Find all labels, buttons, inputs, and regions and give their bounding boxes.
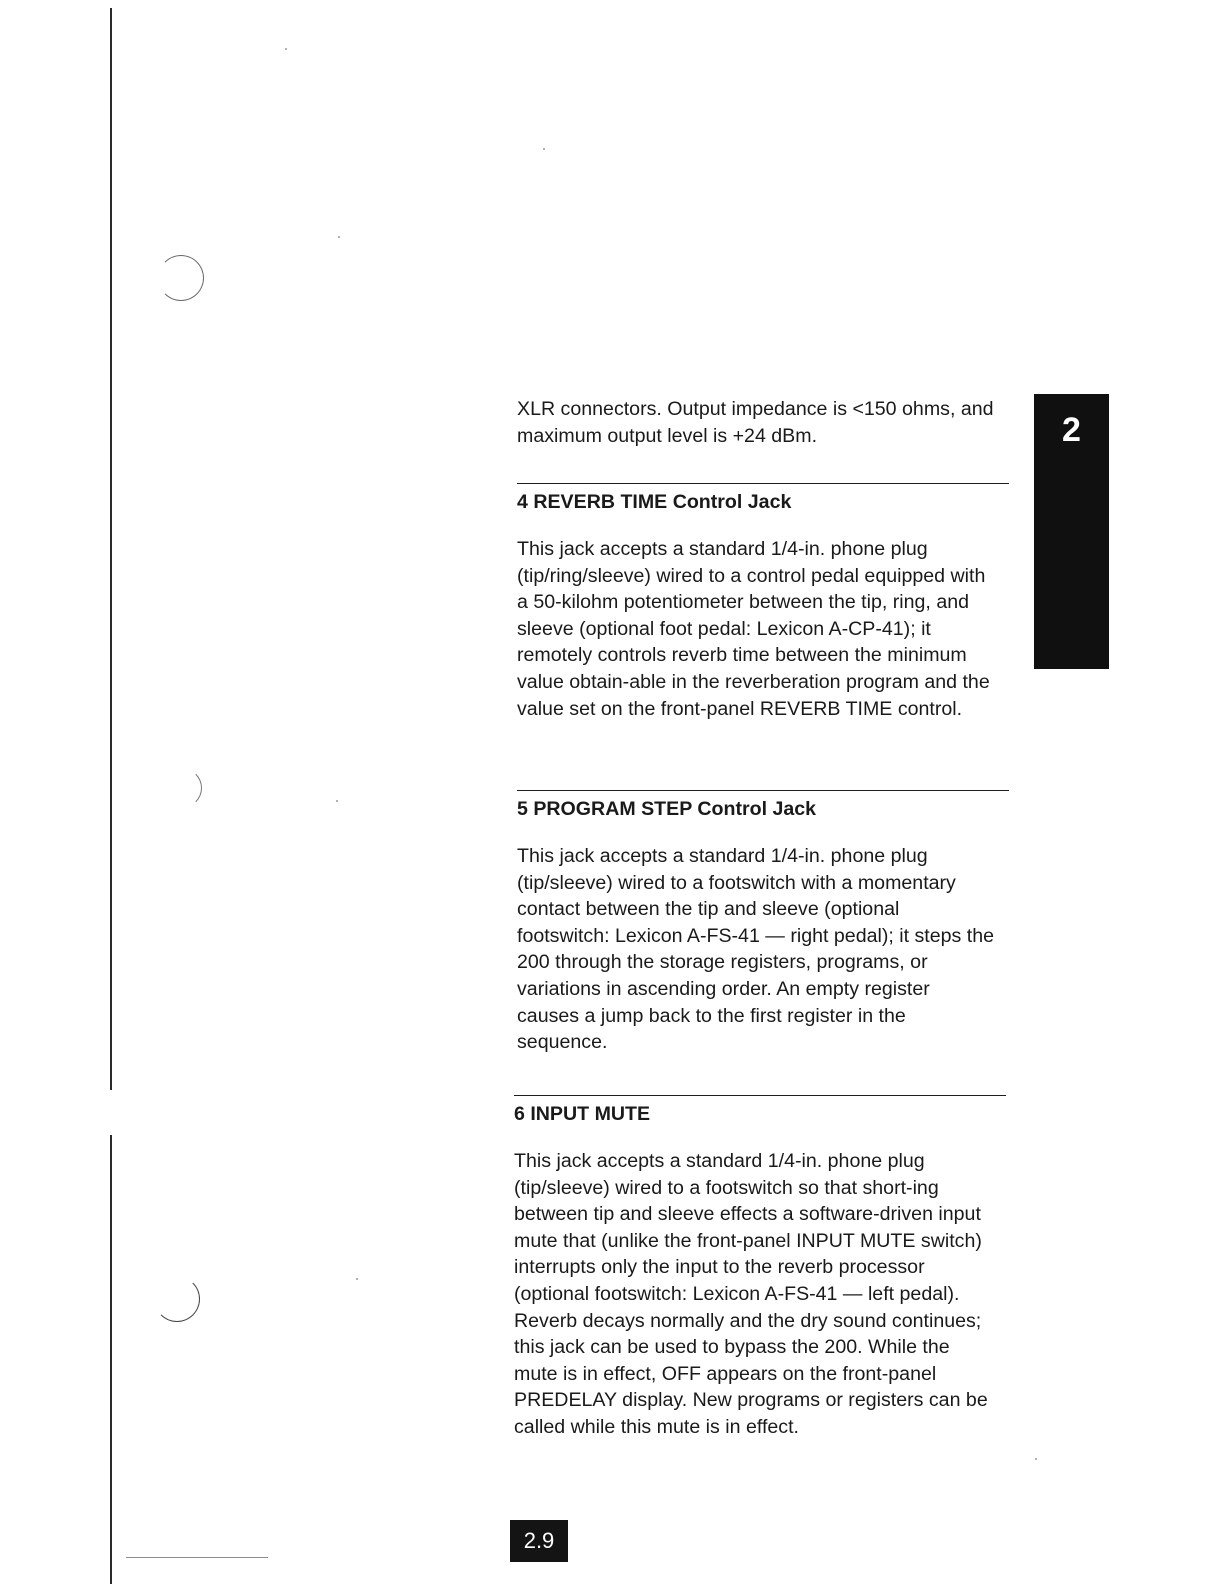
section-input-mute [514,1095,1006,1441]
chapter-tab [1034,394,1109,669]
scan-speck [356,1278,358,1280]
scan-speck [543,148,545,150]
section-heading: 5 PROGRAM STEP Control Jack [517,798,817,820]
chapter-number: 2 [1062,411,1081,449]
binding-edge-line [110,8,112,1090]
scan-speck [285,48,287,50]
section-reverb-time [517,483,1009,722]
section-divider [517,790,1009,791]
bottom-margin-line [126,1557,268,1558]
scan-speck [336,800,338,802]
section-divider [517,483,1009,484]
section-body: This jack accepts a standard 1/4-in. phone plug (tip/ring/sleeve) wired to a control pedal equipped with a 50-kilohm potentiometer between the tip, ring, and sleeve (optional foot pedal: Lexicon A-CP-41); it remotely controls reverb time between the minimum value obtain-able in the reverberation program and the value set on the front-panel REVERB TIME control. [517,538,990,720]
scan-speck [1035,1458,1037,1460]
punch-hole-top [158,255,204,301]
section-body: This jack accepts a standard 1/4-in. phone plug (tip/sleeve) wired to a footswitch with a momentary contact between the tip and sleeve (optional footswitch: Lexicon A-FS-41 — right pedal); it steps the 200 through the storage registers, programs, or variations in ascending order. An empty register causes a jump back to the first register in the sequence. [517,845,995,1054]
section-body: This jack accepts a standard 1/4-in. phone plug (tip/sleeve) wired to a footswitch so that short-ing between tip and sleeve effects a software-driven input mute that (unlike the front-panel INPUT MUTE switch) interrupts only the input to the reverb processor (optional footswitch: Lexicon A-FS-41 — left pedal). Reverb decays normally and the dry sound continues; this jack can be used to bypass the 200. While the mute is in effect, OFF appears on the front-panel PREDELAY display. New programs or registers can be called while this mute is in effect. [514,1150,988,1438]
punch-hole-middle [162,768,202,808]
scan-speck [338,236,340,238]
section-divider [514,1095,1006,1096]
punch-hole-bottom [154,1276,200,1322]
page-number: 2.9 [510,1520,568,1562]
section-program-step [517,790,1009,1056]
section-heading: 4 REVERB TIME Control Jack [517,491,792,513]
section-heading: 6 INPUT MUTE [514,1103,651,1125]
binding-edge-line-lower [110,1135,112,1584]
intro-paragraph: XLR connectors. Output impedance is <150 ohms, and maximum output level is +24 dBm. [517,398,994,447]
